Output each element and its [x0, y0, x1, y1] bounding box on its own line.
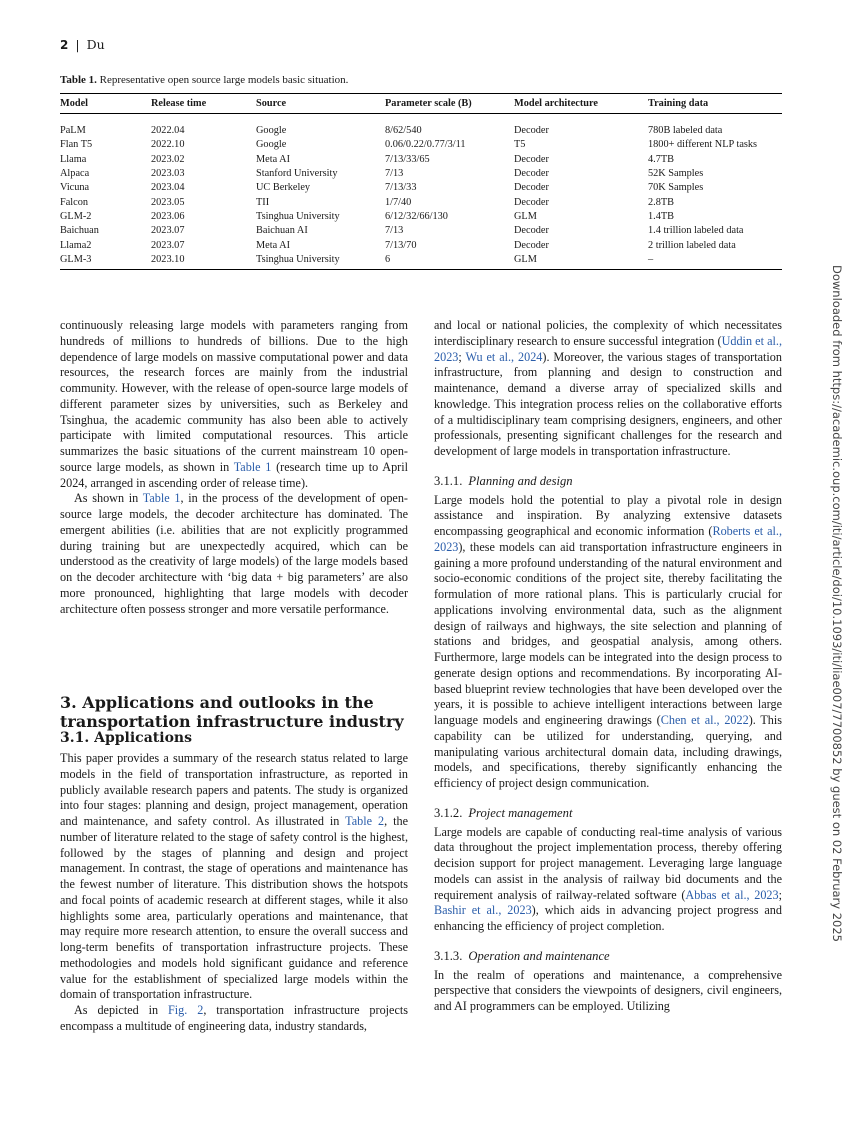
- table-body: [60, 114, 782, 270]
- column-header: Parameter scale (B): [385, 94, 514, 114]
- page-header: [60, 37, 105, 52]
- table-cell: Alpaca: [60, 168, 90, 180]
- heading-text: Operation and maintenance: [468, 948, 610, 963]
- header-separator: |: [75, 37, 80, 52]
- heading-number: 3.1.3.: [434, 948, 463, 963]
- table-cell: 7/13/70: [385, 239, 417, 251]
- text: As shown in: [74, 491, 143, 506]
- table-cell: Meta AI: [256, 153, 291, 165]
- column-header: Source: [256, 94, 385, 114]
- table-row: [60, 253, 782, 270]
- table-cell: Baichuan AI: [256, 225, 308, 237]
- text: ;: [778, 887, 782, 902]
- table-cell: Tsinghua University: [256, 211, 340, 223]
- table-cell: Google: [256, 139, 287, 151]
- table-cell: UC Berkeley: [256, 182, 311, 194]
- table-cell: 8/62/540: [385, 125, 422, 136]
- table-cell: PaLM: [60, 125, 86, 136]
- text: ), these models can aid transportation infrastructure engineers in gaining a more profound understanding of the natural environment and socio-economic conditions of the project site, thereby facilitating the formulation of more rational plans. This is particularly crucial for applications involving environmental data, such as the alignment design of railways and highways, the site selection and planning of stations and bridges, and geospatial analysis, among others. Furthermore, large models can be integrated into the design process to generate design options and recommendations. By incorporating AI-based blueprint review technologies that have been developed over the years, it is possible to achieve intelligent interactions between large language models and engineering drawings (: [434, 539, 782, 727]
- running-author: Du: [86, 37, 105, 52]
- table-cell: Llama2: [60, 239, 92, 251]
- table-cell: 2022.10: [151, 139, 185, 151]
- figure-2-link[interactable]: Fig. 2: [168, 1003, 204, 1017]
- table-cell: 2.8TB: [648, 196, 675, 208]
- table-cell: 1.4TB: [648, 211, 675, 223]
- text: ). Moreover, the various stages of transportation infrastructure, from planning and design to construction and maintenance, demand a diverse array of specialized skills and knowledge. This integration process relies on the collaborative efforts of a multidisciplinary team comprising designers, engineers, and other professionals, presenting significant challenges for the research and development of large models in transportation infrastructure.: [434, 349, 782, 458]
- text: This paper provides a summary of the research status related to large models in the field of transportation infrastructure, as reported in publicly available research papers and patents. The study is organized into four stages: planning and design, project management, operation and maintenance, and safety control. As illustrated in: [60, 751, 408, 828]
- table-cell: 1800+ different NLP tasks: [648, 139, 758, 151]
- table-row: [60, 210, 782, 224]
- heading-text: Planning and design: [468, 473, 573, 488]
- table-cell: 1/7/40: [385, 196, 412, 208]
- table-2-link[interactable]: Table 2: [345, 814, 385, 828]
- citation-link[interactable]: Abbas et al., 2023: [685, 887, 779, 902]
- citation-link[interactable]: Bashir et al., 2023: [434, 903, 532, 918]
- table-cell: 780B labeled data: [648, 125, 723, 136]
- table-cell: 4.7TB: [648, 153, 675, 165]
- table-caption: [60, 74, 348, 86]
- table-cell: GLM: [514, 253, 648, 270]
- table-cell: Llama: [60, 153, 87, 165]
- table-cell: GLM-2: [60, 211, 92, 223]
- text: As depicted in: [74, 1003, 169, 1017]
- paragraph: [60, 1003, 408, 1035]
- table-cell: GLM-3: [60, 253, 151, 270]
- page-number: 2: [60, 38, 69, 52]
- table-header-row: [60, 94, 782, 114]
- table-row: [60, 153, 782, 167]
- subsubsection-heading: [434, 474, 782, 490]
- table-cell: 6/12/32/66/130: [385, 211, 448, 223]
- table-row: [60, 114, 782, 139]
- table-cell: Decoder: [514, 239, 549, 251]
- table-cell: 7/13: [385, 168, 404, 180]
- column-header: Training data: [648, 94, 782, 114]
- heading-number: 3.1.1.: [434, 473, 463, 488]
- table-row: [60, 167, 782, 181]
- table-cell: 2023.10: [151, 253, 256, 270]
- citation-link[interactable]: Uddin et al., 2023: [434, 333, 783, 364]
- download-note: Downloaded from https://academic.oup.com/iti/article/doi/10.1093/iti/liae007/7700852 by guest on 02 February 2025: [830, 265, 844, 942]
- table-caption-text: Representative open source large models basic situation.: [99, 74, 349, 86]
- paragraph: [434, 493, 782, 792]
- table-cell: Falcon: [60, 196, 89, 208]
- table-row: [60, 239, 782, 253]
- column-header: Release time: [151, 94, 256, 114]
- text: continuously releasing large models with parameters ranging from hundreds of millions to hundreds of billions. Due to the high dependence of large models on massive computational power and data resources, the research forces are mainly from the industrial community. However, with the release of open-source large models of different parameter sizes by universities, such as Berkeley and Tsinghua, the academic community has also been able to actively participate with limited computational resources. This article summarizes the basic situations of the current mainstream 10 open-source large models, as shown in: [60, 318, 408, 474]
- right-column: [434, 318, 782, 1015]
- paragraph: [434, 318, 782, 460]
- table-cell: Meta AI: [256, 239, 291, 251]
- subsubsection-heading: [434, 806, 782, 822]
- table-cell: 2023.04: [151, 182, 185, 194]
- text: , the number of literature related to the stage of safety control is the highest, followed by the stages of planning and design and project management. In contrast, the stage of operations and maintenance has the fewest number of literature. This distribution shows the hotspots and focal points of academic research at different stages, while it also highlights some area, particularly operations and maintenance, that may require more research attention, to ensure the overall success and long-term benefits of transportation infrastructure projects. These methodologies and models hold significant guidance and reference value for the establishment of specialized large models within the domain of transportation infrastructure.: [60, 814, 409, 1002]
- table-label: Table 1.: [60, 74, 97, 86]
- table-cell: 2023.07: [151, 239, 185, 251]
- table-1-link[interactable]: Table 1: [142, 491, 181, 506]
- table-cell: –: [648, 253, 782, 270]
- section-heading: 3. Applications and outlooks in the transportation infrastructure industry: [60, 693, 404, 731]
- paragraph: [60, 751, 408, 1003]
- subsubsection-heading: [434, 949, 782, 965]
- paragraph: In the realm of operations and maintenance, a comprehensive perspective that considers the viewpoints of designers, civil engineers, and AI programmers can be employed. Utilizing: [434, 967, 782, 1013]
- table-cell: 2023.03: [151, 168, 185, 180]
- table-cell: Vicuna: [60, 182, 90, 194]
- table-cell: 7/13/33: [385, 182, 417, 194]
- table-row: [60, 181, 782, 195]
- text: , transportation infrastructure projects encompass a multitude of engineering data, industry standards,: [60, 1003, 408, 1033]
- table-cell: Flan T5: [60, 139, 93, 151]
- table-cell: Decoder: [514, 182, 549, 194]
- table-row: [60, 224, 782, 238]
- paragraph: [60, 491, 408, 617]
- table-cell: Tsinghua University: [256, 253, 385, 270]
- text: ). This capability can be utilized for understanding, querying, and manipulating various architectural domain data, including drawings, models, and specifications, thereby significantly enhancing the efficiency of project design communication.: [434, 713, 782, 790]
- models-table: [60, 93, 782, 270]
- table-cell: 1.4 trillion labeled data: [648, 225, 744, 237]
- heading-number: 3.1.2.: [434, 805, 463, 820]
- subsection-heading: 3.1. Applications: [60, 730, 192, 746]
- table-cell: Decoder: [514, 225, 549, 237]
- table-cell: Decoder: [514, 153, 549, 165]
- table-cell: 70K Samples: [648, 182, 704, 194]
- table-cell: GLM: [514, 211, 537, 223]
- citation-link[interactable]: Chen et al., 2022: [660, 713, 749, 727]
- table-cell: 2022.04: [151, 125, 185, 136]
- table-cell: Stanford University: [256, 168, 338, 180]
- column-header: Model architecture: [514, 94, 648, 114]
- table-cell: Google: [256, 125, 287, 136]
- table-cell: Decoder: [514, 168, 549, 180]
- table-cell: 2023.06: [151, 211, 185, 223]
- text: (research time up to April 2024, arranged in ascending order of release time).: [60, 459, 408, 490]
- table-cell: 2023.02: [151, 153, 185, 165]
- text: Large models hold the potential to play a pivotal role in design assistance and inspiration. By analyzing extensive datasets encompassing geographical and economic information (: [434, 492, 782, 538]
- paragraph: [434, 825, 782, 935]
- table-cell: 2023.05: [151, 196, 185, 208]
- text: Large models are capable of conducting real-time analysis of various data throughout the project implementation process, thereby offering decision support for project management. Leveraging large language models can assist in the analysis of railway bid documents and the requirement analysis of railway-related software (: [434, 824, 782, 902]
- text: and local or national policies, the complexity of which necessitates interdisciplinary research to ensure successful integration (: [434, 318, 782, 348]
- citation-link[interactable]: Roberts et al., 2023: [434, 524, 782, 554]
- text: ), which aids in advancing project progress and enhancing the efficiency of project completion.: [434, 903, 782, 933]
- table-cell: Decoder: [514, 196, 549, 208]
- table-cell: 6: [385, 253, 514, 270]
- table-cell: 7/13: [385, 225, 404, 237]
- column-header: Model: [60, 94, 151, 114]
- table-cell: 7/13/33/65: [385, 153, 430, 165]
- table-row: [60, 196, 782, 210]
- paragraph: [60, 318, 408, 491]
- table-cell: 52K Samples: [648, 168, 704, 180]
- table-cell: TII: [256, 196, 270, 208]
- text: , in the process of the development of open-source large models, the decoder architecture has dominated. The emergent abilities (i.e. abilities that are not explicitly programmed during training but are unexpectedly acquired, which can be understood as the creativity of large models) of the large models based on the decoder architecture with ‘big data + big parameters’ are also more pronounced, highlighting that large models with decoder architecture often possess stronger and more versatile performance.: [60, 491, 408, 616]
- table-row: [60, 138, 782, 152]
- table-cell: 0.06/0.22/0.77/3/11: [385, 139, 466, 151]
- table-cell: 2023.07: [151, 225, 185, 237]
- table-cell: T5: [514, 139, 526, 151]
- heading-text: Project management: [468, 805, 573, 820]
- table-1-link[interactable]: Table 1: [233, 459, 272, 474]
- citation-link[interactable]: Wu et al., 2024: [465, 349, 543, 364]
- table-cell: 2 trillion labeled data: [648, 239, 736, 251]
- table-cell: Baichuan: [60, 225, 99, 237]
- text: ;: [458, 349, 466, 364]
- table-cell: Decoder: [514, 125, 549, 136]
- left-column: [60, 318, 408, 617]
- left-column-lower: [60, 751, 408, 1035]
